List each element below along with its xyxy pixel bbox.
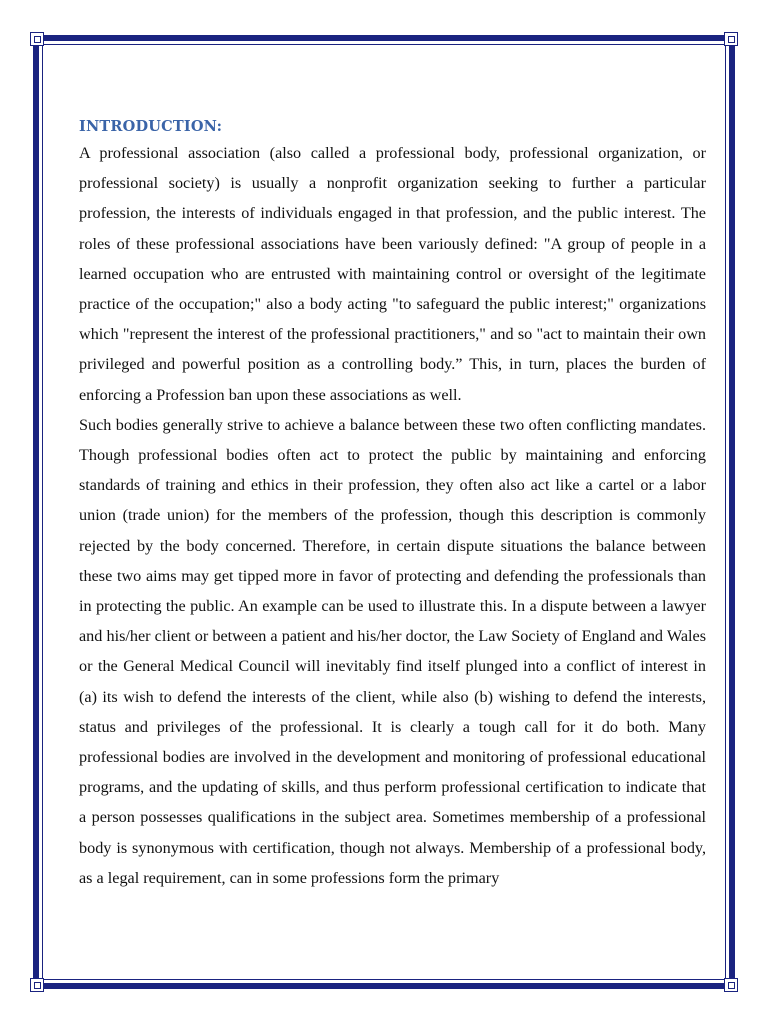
border-corner-ornament xyxy=(724,978,738,992)
border-corner-ornament xyxy=(30,32,44,46)
border-corner-ornament xyxy=(30,978,44,992)
document-body xyxy=(79,116,706,893)
paragraph: A professional association (also called a professional body, professional organization, or professional society) is usually a nonprofit organization seeking to further a particular profession, the interests of individuals engaged in that profession, and the public interest. The roles of these professional associations have been variously defined: "A group of people in a learned occupation who are entrusted with maintaining control or oversight of the legitimate practice of the occupation;" also a body acting "to safeguard the public interest;" organizations which "represent the interest of the professional practitioners," and so "act to maintain their own privileged and powerful position as a controlling body.” This, in turn, places the burden of enforcing a Profession ban upon these associations as well. xyxy=(79,144,706,404)
paragraph: Such bodies generally strive to achieve a balance between these two often conflicting mandates. Though professional bodies often act to protect the public by maintaining and enforcing standards of training and ethics in their profession, they often also act like a cartel or a labor union (trade union) for the members of the profession, though this description is commonly rejected by the body concerned. Therefore, in certain dispute situations the balance between these two aims may get tipped more in favor of protecting and defending the professionals than in protecting the public. An example can be used to illustrate this. In a dispute between a lawyer and his/her client or between a patient and his/her doctor, the Law Society of England and Wales or the General Medical Council will inevitably find itself plunged into a conflict of interest in (a) its wish to defend the interests of the client, while also (b) wishing to defend the interests, status and privileges of the professional. It is clearly a tough call for it do both. Many professional bodies are involved in the development and monitoring of professional educational programs, and the updating of skills, and thus perform professional certification to indicate that a person possesses qualifications in the subject area. Sometimes membership of a professional body is synonymous with certification, though not always. Membership of a professional body, as a legal requirement, can in some professions form the primary xyxy=(79,415,706,887)
border-corner-ornament xyxy=(724,32,738,46)
section-heading: INTRODUCTION: xyxy=(79,118,223,135)
